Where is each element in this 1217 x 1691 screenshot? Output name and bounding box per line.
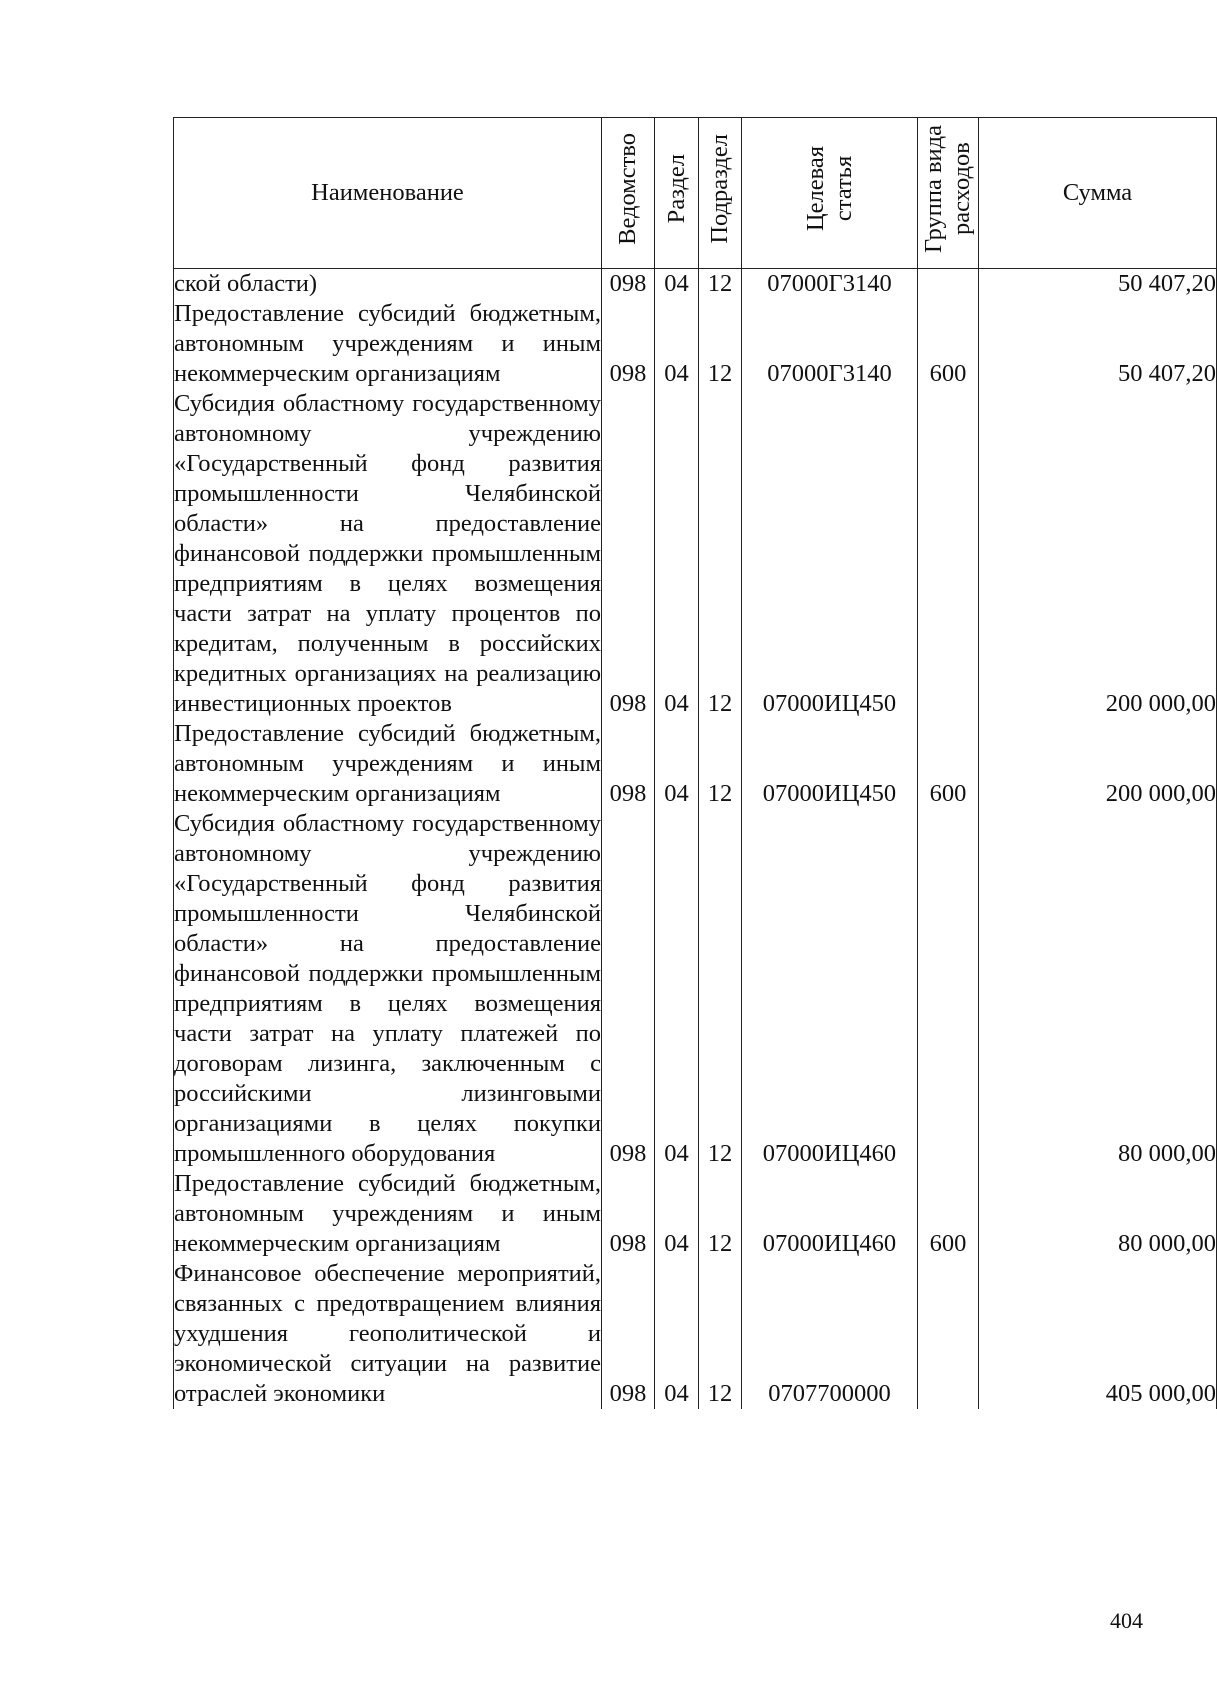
table-row — [174, 1259, 1217, 1409]
header-gruppa-line2: расходов — [948, 142, 975, 236]
budget-table — [173, 117, 1217, 1409]
cell-celevaya-statya: 07000ИЦ460 — [742, 809, 918, 1169]
cell-celevaya-statya: 07000Г3140 — [742, 269, 918, 300]
cell-razdel: 04 — [655, 299, 699, 389]
header-row — [174, 118, 1217, 269]
cell-name: Финансовое обеспечение мероприятий, связанных с предотвращением влияния ухудшения геополитической и экономической ситуации на развитие отраслей экономики — [174, 1260, 601, 1407]
cell-summa: 50 407,20 — [979, 299, 1217, 389]
cell-celevaya-statya: 07000ИЦ450 — [742, 389, 918, 719]
cell-vedomstvo: 098 — [602, 1259, 655, 1409]
cell-summa: 200 000,00 — [979, 389, 1217, 719]
header-razdel — [655, 118, 699, 269]
cell-razdel: 04 — [655, 1259, 699, 1409]
cell-summa: 200 000,00 — [979, 719, 1217, 809]
cell-podrazdel: 12 — [699, 809, 742, 1169]
cell-gruppa — [918, 269, 979, 300]
cell-name: Предоставление субсидий бюджетным, автономным учреждениям и иным некоммерческим организациям — [174, 1170, 601, 1257]
cell-vedomstvo: 098 — [602, 719, 655, 809]
header-celevaya-statya-label — [802, 146, 858, 231]
cell-razdel: 04 — [655, 809, 699, 1169]
table-row — [174, 809, 1217, 1169]
header-podrazdel — [699, 118, 742, 269]
page-number: 404 — [1110, 1608, 1143, 1633]
cell-podrazdel: 12 — [699, 389, 742, 719]
cell-podrazdel: 12 — [699, 299, 742, 389]
cell-celevaya-statya: 07000ИЦ450 — [742, 719, 918, 809]
header-summa-label: Сумма — [1062, 179, 1133, 206]
table-body — [174, 269, 1217, 1410]
header-name — [174, 118, 602, 269]
cell-razdel: 04 — [655, 719, 699, 809]
header-vedomstvo-label: Ведомство — [614, 133, 641, 245]
header-vedomstvo — [602, 118, 655, 269]
cell-gruppa: 600 — [918, 1169, 979, 1259]
table-row — [174, 389, 1217, 719]
cell-summa: 80 000,00 — [979, 1169, 1217, 1259]
cell-name: ской области) — [174, 269, 602, 300]
cell-celevaya-statya: 07000Г3140 — [742, 299, 918, 389]
cell-gruppa: 600 — [918, 299, 979, 389]
cell-gruppa — [918, 1259, 979, 1409]
cell-summa: 80 000,00 — [979, 809, 1217, 1169]
header-summa — [979, 118, 1217, 269]
header-gruppa-vida-raskhodov — [918, 118, 979, 269]
header-celevaya-line2: статья — [829, 156, 857, 222]
cell-vedomstvo: 098 — [602, 389, 655, 719]
cell-gruppa: 600 — [918, 719, 979, 809]
cell-celevaya-statya: 0707700000 — [742, 1259, 918, 1409]
cell-vedomstvo: 098 — [602, 269, 655, 300]
cell-podrazdel: 12 — [699, 1169, 742, 1259]
cell-vedomstvo: 098 — [602, 809, 655, 1169]
cell-name: Предоставление субсидий бюджетным, автономным учреждениям и иным некоммерческим организациям — [174, 300, 601, 387]
cell-vedomstvo: 098 — [602, 299, 655, 389]
table-row — [174, 1169, 1217, 1259]
cell-razdel: 04 — [655, 1169, 699, 1259]
cell-summa: 50 407,20 — [979, 269, 1217, 300]
header-gruppa-line1: Группа вида — [920, 124, 947, 254]
table-row — [174, 269, 1217, 300]
cell-name: Субсидия областному государственному автономному учреждению «Государственный фонд развития промышленности Челябинской области» на предоставление финансовой поддержки промышленным предприятиям в целях возмещения части затрат на уплату процентов по кредитам, полученным в российских кредитных организациях на реализацию инвестиционных проектов — [174, 390, 601, 717]
header-name-label: Наименование — [311, 179, 464, 206]
cell-vedomstvo: 098 — [602, 1169, 655, 1259]
cell-summa: 405 000,00 — [979, 1259, 1217, 1409]
table-row — [174, 299, 1217, 389]
cell-razdel: 04 — [655, 389, 699, 719]
cell-gruppa — [918, 389, 979, 719]
cell-podrazdel: 12 — [699, 269, 742, 300]
header-celevaya-statya — [742, 118, 918, 269]
header-celevaya-line1: Целевая — [801, 146, 829, 232]
cell-name: Субсидия областному государственному автономному учреждению «Государственный фонд развития промышленности Челябинской области» на предоставление финансовой поддержки промышленным предприятиям в целях возмещения части затрат на уплату платежей по договорам лизинга, заключенным с российскими лизинговыми организациями в целях покупки промышленного оборудования — [174, 810, 601, 1167]
cell-celevaya-statya: 07000ИЦ460 — [742, 1169, 918, 1259]
header-razdel-label: Раздел — [662, 154, 690, 224]
header-podrazdel-label: Подраздел — [706, 134, 733, 244]
table-row — [174, 719, 1217, 809]
header-gruppa-label — [920, 125, 976, 253]
table-header — [174, 118, 1217, 269]
cell-gruppa — [918, 809, 979, 1169]
cell-name: Предоставление субсидий бюджетным, автономным учреждениям и иным некоммерческим организациям — [174, 720, 601, 807]
budget-table-container — [173, 117, 1216, 1409]
cell-podrazdel: 12 — [699, 1259, 742, 1409]
cell-podrazdel: 12 — [699, 719, 742, 809]
cell-razdel: 04 — [655, 269, 699, 300]
